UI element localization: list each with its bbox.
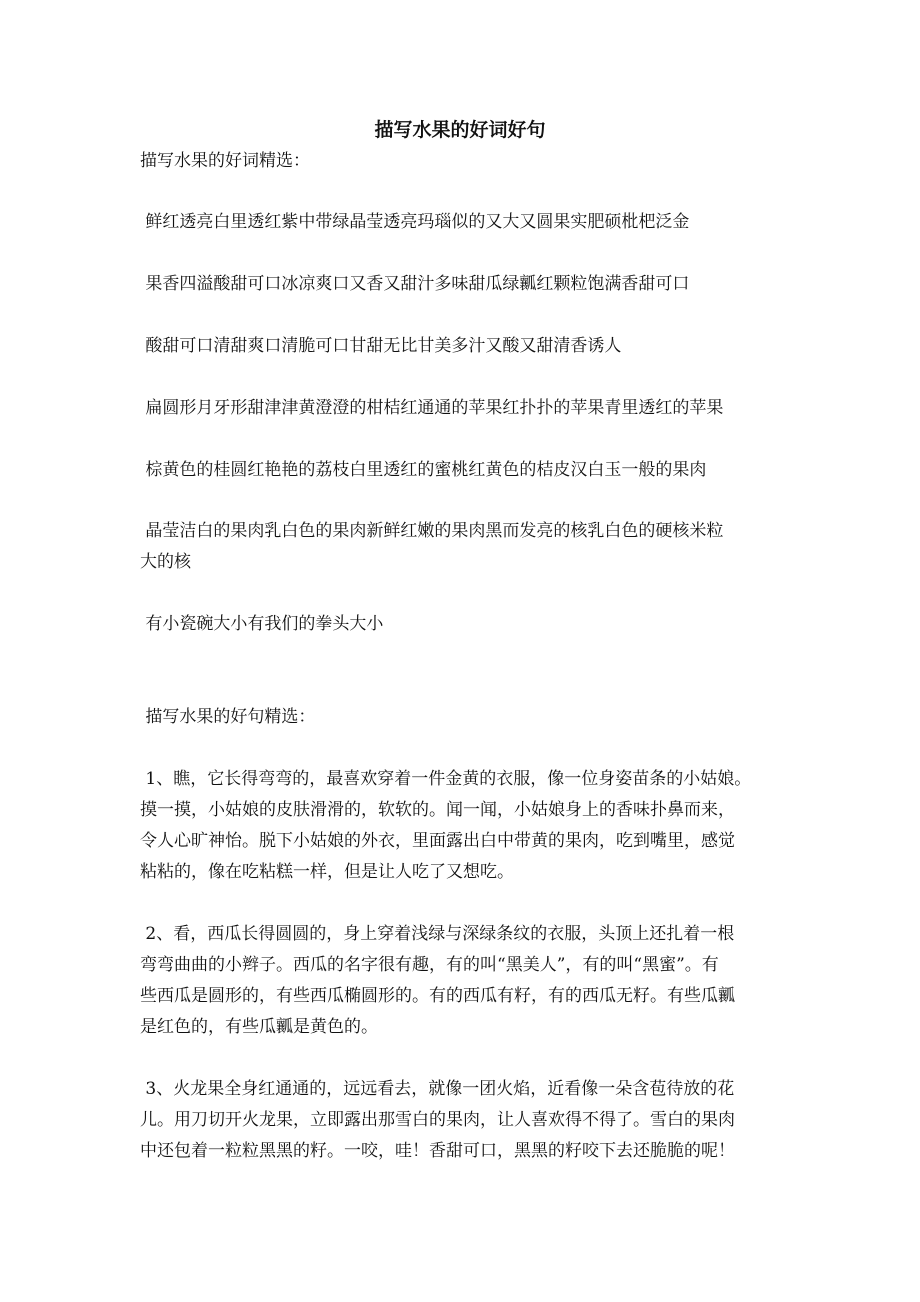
words-heading: 描写水果的好词精选： xyxy=(140,151,310,171)
sentence-1-line-1: 1、瞧，它长得弯弯的，最喜欢穿着一件金黄的衣服，像一位身姿苗条的小姑娘。 xyxy=(140,769,752,789)
sentence-3-line-2: 儿。用刀切开火龙果，立即露出那雪白的果肉，让人喜欢得不得了。雪白的果肉 xyxy=(140,1110,735,1130)
sentence-1-line-4: 粘粘的，像在吃粘糕一样，但是让人吃了又想吃。 xyxy=(140,862,514,882)
document-title: 描写水果的好词好句 xyxy=(374,119,546,141)
word-line-1: 鲜红透亮白里透红紫中带绿晶莹透亮玛瑙似的又大又圆果实肥硕枇杷泛金 xyxy=(140,212,690,232)
word-line-5: 棕黄色的桂圆红艳艳的荔枝白里透红的蜜桃红黄色的桔皮汉白玉一般的果肉 xyxy=(140,460,707,480)
word-line-6: 晶莹洁白的果肉乳白色的果肉新鲜红嫩的果肉黑而发亮的核乳白色的硬核米粒 xyxy=(140,521,724,541)
word-line-2: 果香四溢酸甜可口冰凉爽口又香又甜汁多味甜瓜绿瓤红颗粒饱满香甜可口 xyxy=(140,274,690,294)
sentence-1-line-3: 令人心旷神怡。脱下小姑娘的外衣，里面露出白中带黄的果肉，吃到嘴里，感觉 xyxy=(140,831,735,851)
sentence-2-line-1: 2、看，西瓜长得圆圆的，身上穿着浅绿与深绿条纹的衣服，头顶上还扎着一根 xyxy=(140,924,735,944)
sentence-1-line-2: 摸一摸，小姑娘的皮肤滑滑的，软软的。闻一闻，小姑娘身上的香味扑鼻而来， xyxy=(140,800,735,820)
sentence-3-line-1: 3、火龙果全身红通通的，远远看去，就像一团火焰，近看像一朵含苞待放的花 xyxy=(140,1079,735,1099)
word-line-3: 酸甜可口清甜爽口清脆可口甘甜无比甘美多汁又酸又甜清香诱人 xyxy=(140,336,622,356)
word-line-4: 扁圆形月牙形甜津津黄澄澄的柑桔红通通的苹果红扑扑的苹果青里透红的苹果 xyxy=(140,398,724,418)
sentence-3-line-3: 中还包着一粒粒黑黑的籽。一咬，哇！香甜可口，黑黑的籽咬下去还脆脆的呢！ xyxy=(140,1141,735,1161)
word-line-6-cont: 大的核 xyxy=(140,552,191,572)
sentence-2-line-4: 是红色的，有些瓜瓤是黄色的。 xyxy=(140,1017,378,1037)
sentences-heading: 描写水果的好句精选： xyxy=(140,707,316,727)
word-line-7: 有小瓷碗大小有我们的拳头大小 xyxy=(140,614,384,634)
sentence-2-line-3: 些西瓜是圆形的，有些西瓜椭圆形的。有的西瓜有籽，有的西瓜无籽。有些瓜瓤 xyxy=(140,986,735,1006)
sentence-2-line-2: 弯弯曲曲的小辫子。西瓜的名字很有趣，有的叫“黑美人”，有的叫“黑蜜”。有 xyxy=(140,955,719,975)
